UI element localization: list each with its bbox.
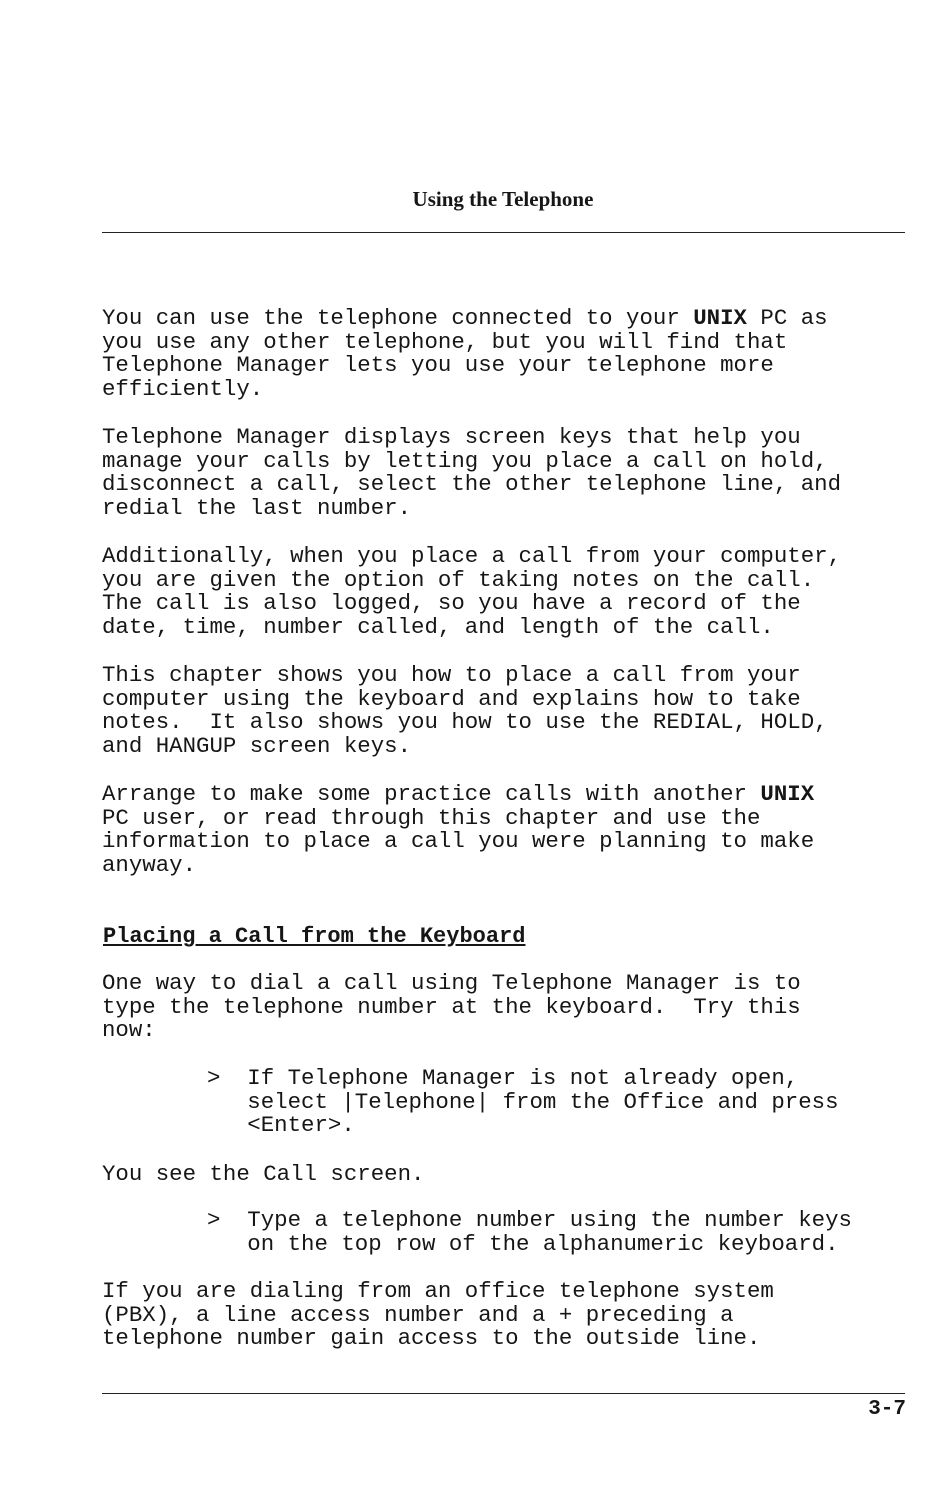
- footer-rule: [102, 1393, 905, 1394]
- section-paragraph-2: You see the Call screen.: [102, 1161, 425, 1187]
- header-rule: [102, 232, 905, 233]
- text-run: PC user, or read through this chapter and use the information to place a call you were planning to make anyway.: [102, 804, 815, 878]
- step-1: > If Telephone Manager is not already open, select |Telephone| from the Office and press <Enter>.: [207, 1065, 839, 1139]
- section-heading: Placing a Call from the Keyboard: [103, 924, 526, 949]
- intro-paragraph-1: [102, 307, 828, 401]
- intro-paragraph-2: Telephone Manager displays screen keys that help you manage your calls by letting you place a call on hold, disconnect a call, select the other telephone line, and redial the last number.: [102, 424, 842, 521]
- text-run: Arrange to make some practice calls with another: [102, 781, 761, 807]
- page-number: 3-7: [868, 1398, 906, 1421]
- step-2: > Type a telephone number using the number keys on the top row of the alphanumeric keyboard.: [207, 1207, 852, 1257]
- section-paragraph-1: One way to dial a call using Telephone Manager is to type the telephone number at the keyboard. Try this now:: [102, 970, 801, 1044]
- unix-bold: UNIX: [760, 781, 815, 807]
- intro-paragraph-4: This chapter shows you how to place a call from your computer using the keyboard and explains how to take notes. It also shows you how to use the REDIAL, HOLD, and HANGUP screen keys.: [102, 662, 828, 759]
- intro-paragraph-3: Additionally, when you place a call from your computer, you are given the option of taking notes on the call. The call is also logged, so you have a record of the date, time, number called, and length of the call.: [102, 543, 842, 640]
- intro-paragraph-5: [102, 783, 814, 877]
- text-run: PC as you use any other telephone, but you will find that Telephone Manager lets you use your telephone more efficiently.: [102, 305, 828, 402]
- section-paragraph-3: If you are dialing from an office telephone system (PBX), a line access number and a + preceding a telephone number gain access to the outside line.: [102, 1278, 774, 1352]
- text-run: You can use the telephone connected to your: [102, 305, 694, 331]
- page-header-title: Using the Telephone: [412, 187, 594, 211]
- unix-bold: UNIX: [693, 305, 747, 331]
